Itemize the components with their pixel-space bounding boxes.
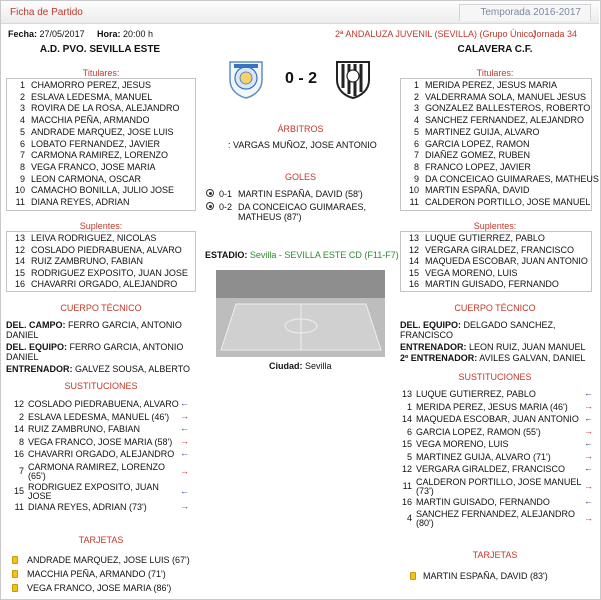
list-item: [7, 256, 195, 266]
arrow-left-icon: ←: [584, 495, 593, 506]
home-suplentes-title: Suplentes:: [79, 221, 123, 231]
list-item: [401, 80, 591, 90]
player-name-link[interactable]: LOBATO FERNANDEZ, JAVIER: [31, 138, 161, 149]
player-name-link[interactable]: ANDRADE MARQUEZ, JOSE LUIS: [31, 126, 174, 137]
goles-title: GOLES: [284, 172, 316, 182]
list-item: [7, 127, 195, 137]
arrow-left-icon: ←: [180, 485, 189, 496]
away-starters-list: [400, 78, 599, 211]
sub-player-link[interactable]: VERGARA GIRALDEZ, FRANCISCO: [416, 464, 566, 474]
player-number: 5: [19, 126, 25, 137]
player-name-link[interactable]: COSLADO PIEDRABUENA, ALVARO: [31, 244, 182, 255]
card-player-link[interactable]: MACCHIA PEÑA, ARMANDO (71'): [27, 569, 166, 579]
list-item: [7, 174, 195, 184]
sub-player-link[interactable]: VEGA FRANCO, JOSE MARIA (58'): [28, 436, 173, 447]
player-number: 11: [15, 197, 25, 207]
arrow-left-icon: ←: [584, 388, 593, 398]
arrow-right-icon: →: [584, 400, 593, 411]
yellow-card-icon: [12, 584, 18, 592]
arbitros-title: ÁRBITROS: [277, 124, 324, 134]
goal-2-scorer[interactable]: DA CONCEICAO GUIMARAES,: [238, 202, 367, 212]
player-name-link[interactable]: GONZALEZ BALLESTEROS, ROBERTO: [425, 103, 591, 114]
arrow-right-icon: →: [584, 425, 593, 436]
sub-player-link-cont[interactable]: JOSE: [28, 490, 52, 501]
player-name-link[interactable]: FRANCO LOPEZ, JAVIER: [425, 161, 531, 172]
staff-name[interactable]: AVILES GALVAN, DANIEL: [477, 353, 586, 363]
list-item: [7, 233, 195, 243]
list-item: [7, 115, 195, 125]
sub-player-link-cont[interactable]: (65'): [28, 470, 46, 481]
staff-entry: [400, 342, 588, 352]
away-tarjetas-title: TARJETAS: [472, 550, 518, 560]
staff-entry: [400, 320, 588, 340]
away-cuerpo-title: CUERPO TÉCNICO: [454, 303, 536, 313]
list-item: [401, 185, 591, 195]
list-item: [7, 185, 195, 195]
player-name-link[interactable]: SANCHEZ FERNANDEZ, ALEJANDRO: [425, 115, 585, 126]
list-item: [401, 197, 591, 207]
player-number: 13: [408, 233, 419, 243]
staff-role: 2º ENTRENADOR:: [400, 353, 478, 363]
match-time: Hora: 20:00 h: [97, 29, 154, 39]
card-player-link[interactable]: ANDRADE MARQUEZ, JOSE LUIS (67'): [27, 555, 190, 565]
sub-player-link[interactable]: RODRIGUEZ EXPOSITO, JUAN: [28, 481, 159, 492]
arrow-left-icon: ←: [584, 438, 593, 448]
jornada-label[interactable]: Jornada 34: [532, 29, 578, 39]
staff-name[interactable]: FERRO GARCIA, ANTONIO: [65, 320, 182, 330]
card-player-link[interactable]: MARTIN ESPAÑA, DAVID (83'): [423, 571, 548, 581]
player-name-link[interactable]: CHAVARRI ORGADO, ALEJANDRO: [31, 279, 178, 289]
sub-number: 1: [406, 401, 412, 412]
city-line: Ciudad: Sevilla: [269, 361, 332, 371]
player-number: 15: [408, 267, 419, 278]
sub-player-link[interactable]: RUIZ ZAMBRUNO, FABIAN: [28, 424, 141, 434]
player-number: 11: [409, 197, 419, 207]
sub-player-link-cont[interactable]: (73'): [416, 485, 434, 496]
player-number: 15: [14, 267, 25, 278]
sub-number: 16: [13, 449, 24, 459]
staff-role: ENTRENADOR:: [6, 364, 73, 374]
player-number: 3: [19, 103, 25, 114]
away-suplentes-title: Suplentes:: [473, 221, 517, 231]
player-name-link[interactable]: LEON CARMONA, OSCAR: [31, 173, 142, 184]
player-name-link[interactable]: ESLAVA LEDESMA, MANUEL: [31, 91, 153, 102]
arrow-right-icon: →: [180, 500, 189, 511]
player-number: 3: [413, 103, 419, 114]
player-number: 12: [14, 244, 25, 255]
player-name-link[interactable]: ROVIRA DE LA ROSA, ALEJANDRO: [31, 103, 180, 114]
player-name-link[interactable]: CALDERON PORTILLO, JOSE MANUEL: [425, 197, 591, 207]
header-bar: [1, 1, 599, 24]
sub-player-link[interactable]: CARMONA RAMIREZ, LORENZO: [28, 461, 166, 472]
list-item: [401, 103, 591, 113]
sub-number: 4: [406, 513, 412, 523]
list-item: [7, 162, 195, 172]
home-subs-list: [6, 231, 196, 292]
player-name-link[interactable]: CARMONA RAMIREZ, LORENZO: [31, 150, 169, 161]
list-item: [401, 162, 591, 172]
player-number: 4: [413, 115, 419, 126]
list-item: [401, 256, 591, 266]
goal-1-scorer[interactable]: MARTIN ESPAÑA, DAVID (58'): [238, 189, 363, 199]
player-name-link[interactable]: CAMACHO BONILLA, JULIO JOSE: [31, 185, 175, 196]
home-cuerpo-title: CUERPO TÉCNICO: [60, 303, 142, 313]
sub-player-link-cont[interactable]: (80'): [416, 518, 434, 528]
arrow-right-icon: →: [584, 513, 593, 523]
list-item: [401, 139, 591, 149]
sub-player-link[interactable]: COSLADO PIEDRABUENA, ALVARO: [28, 399, 179, 409]
player-number: 9: [413, 173, 419, 184]
score: 0 - 2: [284, 70, 317, 87]
sub-number: 5: [406, 451, 412, 462]
arrow-right-icon: →: [180, 435, 189, 446]
arrow-left-icon: ←: [180, 423, 189, 433]
staff-role: DEL. EQUIPO:: [6, 342, 68, 352]
sub-number: 14: [401, 414, 412, 424]
player-number: 2: [413, 91, 419, 102]
away-team-name[interactable]: CALAVERA C.F.: [457, 44, 533, 55]
away-titulares-title: Titulares:: [476, 68, 514, 78]
staff-entry: [400, 353, 588, 363]
player-name-link[interactable]: MAQUEDA ESCOBAR, JUAN ANTONIO: [425, 256, 588, 266]
away-subs-list: [400, 231, 592, 292]
player-number: 1: [19, 80, 25, 90]
player-number: 1: [413, 80, 419, 90]
arrow-right-icon: →: [584, 450, 593, 461]
player-number: 6: [413, 138, 419, 149]
sub-player-link[interactable]: CALDERON PORTILLO, JOSE MANUEL: [416, 476, 582, 487]
goal-2-score: 0-2: [219, 202, 233, 212]
list-item: [7, 150, 195, 160]
goal-ball-icon: [206, 202, 214, 210]
goal-2-scorer-cont[interactable]: MATHEUS (87'): [238, 212, 302, 222]
player-number: 13: [14, 233, 25, 243]
player-name-link[interactable]: MARTIN GUISADO, FERNANDO: [425, 279, 559, 289]
sub-player-link[interactable]: VEGA MORENO, LUIS: [416, 439, 509, 449]
list-item: [401, 268, 591, 278]
home-tarjetas-title: TARJETAS: [78, 535, 124, 545]
player-number: 4: [19, 115, 25, 126]
sub-number: 15: [401, 439, 412, 449]
home-sustituciones-title: SUSTITUCIONES: [64, 381, 138, 391]
staff-name-cont[interactable]: DANIEL: [6, 352, 39, 362]
player-name-link[interactable]: DA CONCEICAO GUIMARAES, MATHEUS: [425, 173, 599, 184]
player-name-link[interactable]: GARCIA LOPEZ, RAMON: [425, 138, 530, 149]
staff-role: DEL. CAMPO:: [6, 320, 66, 330]
sub-player-link[interactable]: MERIDA PEREZ, JESUS MARIA (46'): [416, 401, 568, 412]
player-number: 2: [19, 91, 25, 102]
player-number: 10: [14, 185, 25, 196]
yellow-card-icon: [12, 556, 18, 564]
sub-player-link[interactable]: SANCHEZ FERNANDEZ, ALEJANDRO: [416, 509, 576, 519]
player-number: 7: [413, 150, 419, 161]
player-name-link[interactable]: VERGARA GIRALDEZ, FRANCISCO: [425, 244, 575, 255]
stadium-line: ESTADIO: Sevilla - SEVILLA ESTE CD (F11-F7): [205, 250, 399, 260]
arrow-right-icon: →: [584, 480, 593, 491]
player-name-link[interactable]: LUQUE GUTIERREZ, PABLO: [425, 233, 545, 243]
staff-entry: [6, 342, 194, 362]
player-number: 14: [14, 256, 25, 266]
sub-player-link[interactable]: GARCIA LOPEZ, RAMON (55'): [416, 426, 541, 437]
sub-number: 11: [402, 480, 412, 491]
home-shield-icon[interactable]: [226, 58, 266, 100]
sub-player-link[interactable]: MAQUEDA ESCOBAR, JUAN ANTONIO: [416, 414, 579, 424]
pitch-image: [216, 270, 385, 357]
sub-number: 14: [13, 424, 24, 434]
season-label[interactable]: Temporada 2016-2017: [480, 7, 581, 18]
list-item: [7, 80, 195, 90]
player-number: 16: [408, 279, 419, 289]
list-item: [7, 197, 195, 207]
list-item: [7, 268, 195, 278]
sub-player-link[interactable]: DIANA REYES, ADRIAN (73'): [28, 501, 147, 512]
list-item: [401, 173, 599, 184]
list-item: [7, 279, 195, 289]
away-sustituciones-title: SUSTITUCIONES: [458, 372, 532, 382]
sub-number: 6: [406, 426, 412, 437]
stadium-link[interactable]: Sevilla - SEVILLA ESTE CD (F11-F7): [249, 250, 399, 260]
player-name-link[interactable]: DIANA REYES, ADRIAN: [31, 197, 130, 207]
list-item: [401, 279, 591, 289]
competition-label[interactable]: 2ª ANDALUZA JUVENIL (SEVILLA) (Grupo Único): [335, 29, 537, 39]
card-player-link[interactable]: VEGA FRANCO, JOSE MARIA (86'): [27, 583, 172, 593]
list-item: [401, 150, 591, 160]
yellow-card-icon: [410, 572, 416, 580]
sub-number: 11: [14, 501, 24, 512]
sub-player-link[interactable]: CHAVARRI ORGADO, ALEJANDRO: [28, 449, 175, 459]
player-number: 9: [19, 173, 25, 184]
sub-number: 12: [401, 464, 412, 474]
arrow-left-icon: ←: [180, 398, 189, 408]
player-number: 5: [413, 126, 419, 137]
stadium-photo: [216, 270, 385, 357]
home-starters-list: [6, 78, 196, 211]
staff-role: DEL. EQUIPO:: [400, 320, 462, 330]
list-item: [401, 127, 591, 137]
arrow-right-icon: →: [180, 410, 189, 421]
staff-name[interactable]: LEON RUIZ, JUAN MANUEL: [466, 342, 586, 352]
player-name-link[interactable]: RODRIGUEZ EXPOSITO, JUAN JOSE: [31, 267, 188, 278]
sub-number: 13: [401, 389, 412, 399]
player-name-link[interactable]: LEIVA RODRIGUEZ, NICOLAS: [31, 233, 157, 243]
home-team-name[interactable]: A.D. PVO. SEVILLA ESTE: [39, 44, 161, 55]
sub-number: 8: [18, 436, 24, 447]
player-name-link[interactable]: MACCHIA PEÑA, ARMANDO: [31, 115, 150, 126]
referee-name: : VARGAS MUÑOZ, JOSE ANTONIO: [228, 140, 377, 150]
yellow-card-icon: [12, 570, 18, 578]
player-name-link[interactable]: MARTIN ESPAÑA, DAVID: [425, 185, 530, 196]
list-item: [7, 139, 195, 149]
arrow-left-icon: ←: [584, 413, 593, 423]
staff-entry: [6, 364, 194, 374]
player-number: 8: [19, 161, 25, 172]
staff-name-cont[interactable]: FRANCISCO: [400, 330, 454, 340]
staff-name[interactable]: FERRO GARCIA, ANTONIO: [67, 342, 184, 352]
sub-number: 7: [18, 465, 24, 476]
staff-name[interactable]: DELGADO SANCHEZ,: [461, 320, 556, 330]
staff-name-cont[interactable]: DANIEL: [6, 330, 39, 340]
list-item: [401, 92, 591, 102]
home-titulares-title: Titulares:: [82, 68, 120, 78]
player-number: 6: [19, 138, 25, 149]
sub-player-link[interactable]: MARTINEZ GUIJA, ALVARO (71'): [416, 451, 551, 462]
player-name-link[interactable]: VEGA FRANCO, JOSE MARIA: [31, 161, 156, 172]
staff-name[interactable]: GALVEZ SOUSA, ALBERTO: [72, 364, 191, 374]
player-name-link[interactable]: VALDERRAMA SOLA, MANUEL JESUS: [425, 91, 587, 102]
player-name-link[interactable]: MARTINEZ GUIJA, ALVARO: [425, 126, 540, 137]
list-item: [7, 92, 195, 102]
player-number: 12: [408, 244, 419, 255]
arrow-right-icon: →: [180, 465, 189, 476]
player-name-link[interactable]: MERIDA PEREZ, JESUS MARIA: [425, 80, 558, 90]
player-number: 16: [14, 279, 25, 289]
goal-1-score: 0-1: [219, 189, 233, 199]
staff-entry: [6, 320, 194, 340]
list-item: [7, 103, 195, 113]
player-number: 10: [408, 185, 419, 196]
tab-ficha[interactable]: Ficha de Partido: [10, 7, 83, 18]
list-item: [7, 245, 195, 255]
sub-player-link[interactable]: ESLAVA LEDESMA, MANUEL (46'): [28, 411, 170, 422]
player-number: 8: [413, 161, 419, 172]
sub-number: 15: [13, 485, 24, 496]
away-shield-icon[interactable]: [333, 58, 373, 100]
list-item: [401, 115, 591, 125]
arrow-left-icon: ←: [584, 463, 593, 473]
goal-ball-icon: [206, 189, 214, 197]
player-name-link[interactable]: CHAMORRO PEREZ, JESUS: [31, 80, 152, 90]
player-number: 14: [408, 256, 419, 266]
player-name-link[interactable]: VEGA MORENO, LUIS: [425, 267, 518, 278]
player-number: 7: [19, 150, 25, 161]
arrow-left-icon: ←: [180, 448, 189, 458]
match-date: Fecha: 27/05/2017: [8, 29, 85, 39]
player-name-link[interactable]: DIAÑEZ GOMEZ, RUBEN: [425, 150, 531, 161]
sub-player-link[interactable]: MARTIN GUISADO, FERNANDO: [416, 496, 550, 507]
player-name-link[interactable]: RUIZ ZAMBRUNO, FABIAN: [31, 256, 144, 266]
staff-role: ENTRENADOR:: [400, 342, 467, 352]
sub-number: 12: [13, 399, 24, 409]
list-item: [401, 245, 591, 255]
sub-number: 2: [18, 411, 24, 422]
sub-player-link[interactable]: LUQUE GUTIERREZ, PABLO: [416, 389, 536, 399]
list-item: [401, 233, 591, 243]
sub-number: 16: [401, 496, 412, 507]
